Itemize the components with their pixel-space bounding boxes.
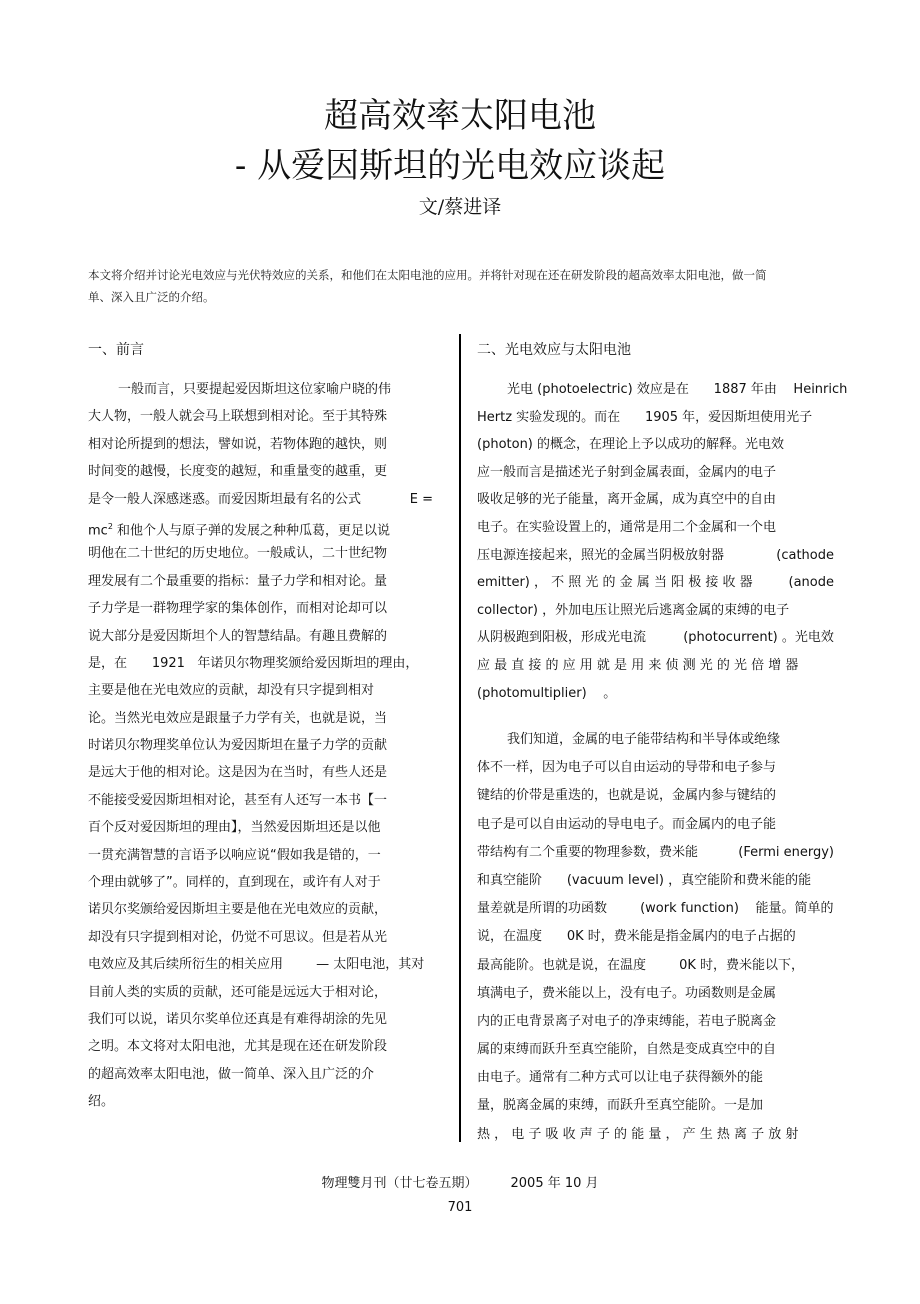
text-line: 却没有只字提到相对论，仍觉不可思议。但是若从光 bbox=[88, 929, 388, 945]
left-column-body bbox=[88, 376, 433, 1116]
text-line bbox=[477, 624, 834, 652]
section-heading-photoelectric: 二、光电效应与太阳电池 bbox=[477, 342, 631, 358]
text-line: 时间变的越慢，长度变的越短，和重量变的越重，更 bbox=[88, 464, 388, 480]
right-column-para1 bbox=[477, 376, 848, 707]
text-line: 热 ， 电 子 吸 收 声 子 的 能 量 ， 产 生 热 离 子 放 射 bbox=[477, 1126, 799, 1142]
text-line bbox=[477, 839, 834, 867]
text-fragment: 0K 时，费米能以下， bbox=[679, 957, 805, 973]
text-line: 目前人类的实质的贡献，还可能是远远大于相对论， bbox=[88, 984, 388, 1000]
text-line: 我们知道，金属的电子能带结构和半导体或绝缘 bbox=[507, 732, 781, 747]
column-divider bbox=[459, 334, 461, 1142]
text-fragment: (photomultiplier) bbox=[477, 685, 587, 701]
text-line: 理发展有二个最重要的指标：量子力学和相对论。量 bbox=[88, 573, 388, 589]
text-line: 不能接受爱因斯坦相对论，甚至有人还写一本书【一 bbox=[88, 792, 388, 808]
text-line: 之明。本文将对太阳电池，尤其是现在还在研发阶段 bbox=[88, 1039, 388, 1055]
text-fragment: (photocurrent) 。光电效 bbox=[683, 630, 834, 646]
text-line: 主要是他在光电效应的贡献，却没有只字提到相对 bbox=[88, 683, 375, 699]
text-line: 大人物，一般人就会马上联想到相对论。至于其特殊 bbox=[88, 409, 388, 425]
year-fragment: 1921 bbox=[151, 655, 185, 671]
text-line: 体不一样，因为电子可以自由运动的导带和电子参与 bbox=[477, 760, 777, 776]
text-fragment: 和他个人与原子弹的发展之种种瓜葛，更足以说 bbox=[117, 523, 391, 539]
text-fragment: 年诺贝尔物理奖颁给爱因斯坦的理由， bbox=[197, 655, 419, 671]
article-title: 超高效率太阳电池 bbox=[324, 96, 596, 136]
text-line bbox=[477, 569, 834, 597]
formula-fragment: E = bbox=[409, 491, 433, 507]
text-line: 一贯充满智慧的言语予以响应说“假如我是错的，一 bbox=[88, 847, 381, 863]
text-line bbox=[477, 895, 834, 923]
text-fragment: Hertz 实验发现的。而在 bbox=[477, 409, 621, 425]
text-line bbox=[88, 650, 433, 677]
text-line: collector) ，外加电压让照光后逃离金属的束缚的电子 bbox=[477, 602, 790, 618]
text-fragment: (work function) bbox=[640, 901, 739, 917]
text-fragment: (anode bbox=[788, 575, 834, 591]
text-line bbox=[477, 952, 834, 980]
text-line bbox=[88, 951, 433, 978]
text-line bbox=[477, 376, 848, 404]
text-fragment: 0K 时，费米能是指金属内的电子占据的 bbox=[566, 929, 796, 945]
text-fragment: 能量。简单的 bbox=[755, 901, 834, 917]
text-fragment: (cathode bbox=[776, 547, 834, 563]
text-line: 是远大于他的相对论。这是因为在当时，有些人还是 bbox=[88, 765, 388, 781]
text-fragment: 电效应及其后续所衍生的相关应用 bbox=[88, 957, 284, 973]
text-line: 内的正电背景离子对电子的净束缚能，若电子脱离金 bbox=[477, 1013, 777, 1029]
journal-date: 2005 年 10 月 bbox=[510, 1176, 599, 1191]
text-fragment: 1905 年，爱因斯坦使用光子 bbox=[644, 409, 813, 425]
text-line: 属的束缚而跃升至真空能阶，自然是变成真空中的自 bbox=[477, 1042, 777, 1058]
text-line: 一般而言，只要提起爱因斯坦这位家喻户晓的伟 bbox=[118, 382, 392, 397]
text-line: 填满电子，费米能以上，没有电子。功函数则是金属 bbox=[477, 985, 777, 1001]
text-line: (photon) 的概念，在理论上予以成功的解释。光电效 bbox=[477, 437, 785, 453]
text-fragment: — 太阳电池，其对 bbox=[316, 957, 425, 973]
text-fragment: (Fermi energy) bbox=[738, 844, 834, 860]
text-line bbox=[477, 404, 834, 432]
text-fragment: 是，在 bbox=[88, 655, 128, 671]
text-line: 我们可以说，诺贝尔奖单位还真是有难得胡涂的先见 bbox=[88, 1011, 388, 1027]
text-fragment: 和真空能阶 bbox=[477, 872, 543, 888]
text-line: 电子是可以自由运动的导电电子。而金属内的电子能 bbox=[477, 816, 777, 832]
text-line: 诺贝尔奖颁给爱因斯坦主要是他在光电效应的贡献， bbox=[88, 902, 388, 918]
text-line: 键结的价带是重迭的，也就是说，金属内参与键结的 bbox=[477, 788, 777, 804]
article-subtitle: - 从爱因斯坦的光电效应谈起 bbox=[234, 146, 666, 186]
text-fragment: 量差就是所谓的功函数 bbox=[477, 901, 608, 917]
author-byline: 文/蔡进译 bbox=[418, 196, 502, 218]
text-line bbox=[477, 867, 834, 895]
text-fragment: 说，在温度 bbox=[477, 929, 543, 945]
text-line: 由电子。通常有二种方式可以让电子获得额外的能 bbox=[477, 1070, 764, 1086]
text-line bbox=[477, 680, 834, 708]
text-line bbox=[477, 542, 834, 570]
text-fragment: emitter) ， 不 照 光 的 金 属 当 阳 极 接 收 器 bbox=[477, 575, 753, 591]
text-fragment: 最高能阶。也就是说，在温度 bbox=[477, 957, 647, 973]
formula-mc: mc bbox=[88, 523, 108, 539]
right-column-para2 bbox=[477, 726, 834, 1149]
text-fragment: 带结构有二个重要的物理参数，费米能 bbox=[477, 844, 699, 860]
section-heading-intro: 一、前言 bbox=[88, 342, 144, 358]
text-line: 应一般而言是描述光子射到金属表面，金属内的电子 bbox=[477, 464, 777, 480]
abstract: 本文将介绍并讨论光电效应与光伏特效应的关系，和他们在太阳电池的应用。并将针对现在还在研发阶段的超高效率太阳电池，做一简单、深入且广泛的介绍。 bbox=[88, 268, 767, 304]
text-line: 绍。 bbox=[88, 1094, 115, 1110]
text-fragment: 光电 (photoelectric) 效应是在 bbox=[507, 382, 689, 397]
text-line bbox=[88, 513, 433, 540]
text-line: 吸收足够的光子能量，离开金属，成为真空中的自由 bbox=[477, 492, 777, 508]
journal-name: 物理雙月刊（廿七卷五期） bbox=[321, 1176, 478, 1191]
text-fragment: 是令一般人深感迷惑。而爱因斯坦最有名的公式 bbox=[88, 491, 362, 507]
text-line bbox=[477, 923, 834, 951]
text-line: 相对论所提到的想法，譬如说，若物体跑的越快，则 bbox=[88, 436, 388, 452]
text-line: 个理由就够了”。同样的，直到现在，或许有人对于 bbox=[88, 875, 381, 891]
text-line: 的超高效率太阳电池，做一简单、深入且广泛的介 bbox=[88, 1066, 375, 1082]
text-line: 子力学是一群物理学家的集体创作，而相对论却可以 bbox=[88, 601, 388, 617]
text-line: 应 最 直 接 的 应 用 就 是 用 来 侦 测 光 的 光 倍 增 器 bbox=[477, 657, 799, 673]
text-fragment: 从阴极跑到阳极，形成光电流 bbox=[477, 630, 647, 646]
text-fragment: 。 bbox=[603, 685, 617, 701]
text-line: 时诺贝尔物理奖单位认为爱因斯坦在量子力学的贡献 bbox=[88, 738, 388, 754]
text-line: 明他在二十世纪的历史地位。一般咸认，二十世纪物 bbox=[88, 546, 388, 562]
formula-exponent: 2 bbox=[107, 521, 113, 531]
text-line: 论。当然光电效应是跟量子力学有关，也就是说，当 bbox=[88, 710, 388, 726]
text-fragment: Heinrich bbox=[793, 382, 848, 397]
text-line: 百个反对爱因斯坦的理由】，当然爱因斯坦还是以他 bbox=[88, 820, 381, 836]
journal-footer bbox=[0, 1172, 920, 1191]
text-fragment: 1887 年由 bbox=[713, 382, 777, 397]
text-fragment: 压电源连接起来，照光的金属当阴极放射器 bbox=[477, 547, 725, 563]
text-line: 量，脱离金属的束缚，而跃升至真空能阶。一是加 bbox=[477, 1098, 764, 1114]
text-line: 说大部分是爱因斯坦个人的智慧结晶。有趣且费解的 bbox=[88, 628, 388, 644]
text-line: 电子。在实验设置上的，通常是用二个金属和一个电 bbox=[477, 519, 777, 535]
text-fragment: (vacuum level) ，真空能阶和费米能的能 bbox=[566, 872, 812, 888]
page-number: 701 bbox=[447, 1200, 473, 1215]
text-line bbox=[88, 486, 433, 513]
